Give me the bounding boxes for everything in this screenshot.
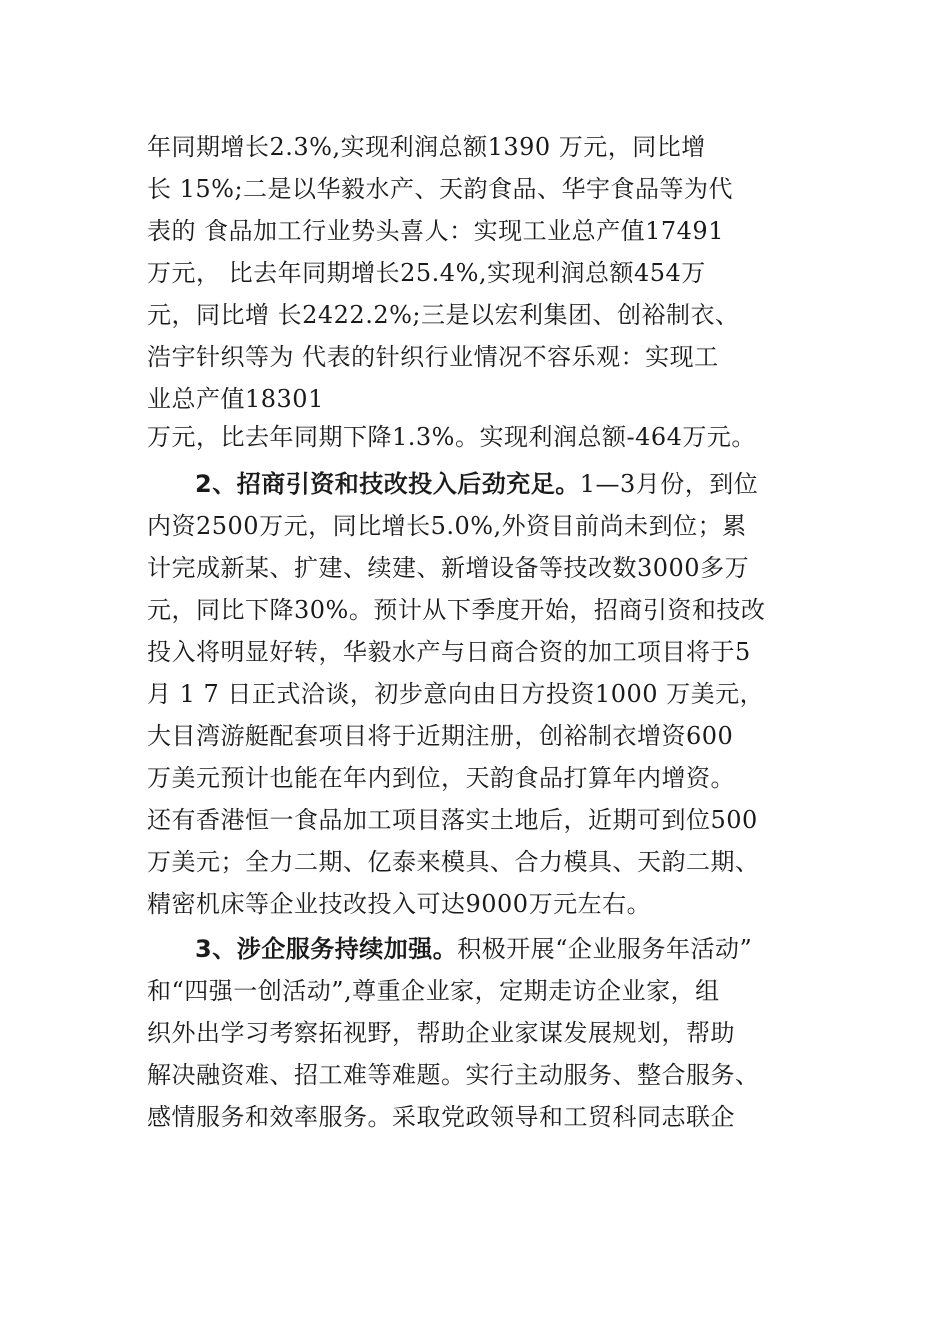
body-text: 积极开展“企业服务年活动”	[457, 935, 753, 963]
body-line: 长 15%;二是以华毅水产、天韵食品、华宇食品等为代	[147, 175, 734, 203]
body-line: 投入将明显好转，华毅水产与日商合资的加工项目将于5	[147, 638, 751, 666]
body-line: 月 1 7 日正式洽谈，初步意向由日方投资1000 万美元，	[147, 680, 765, 708]
section-heading: 2、招商引资和技改投入后劲充足。	[195, 470, 580, 498]
body-line: 还有香港恒一食品加工项目落实土地后，近期可到位500	[147, 806, 758, 834]
paragraph-first-line	[195, 929, 807, 969]
body-line: 织外出学习考察拓视野，帮助企业家谋发展规划，帮助	[147, 1019, 735, 1047]
body-line: 年同期增长2.3%,实现利润总额1390 万元，同比增	[147, 133, 706, 161]
body-line: 元，同比增 长2422.2%;三是以宏利集团、创裕制衣、	[147, 301, 740, 329]
body-line: 万美元；全力二期、亿泰来模具、合力模具、天韵二期、	[147, 848, 760, 876]
body-line: 感情服务和效率服务。采取党政领导和工贸科同志联企	[147, 1103, 735, 1131]
body-line: 解决融资难、招工难等难题。实行主动服务、整合服务、	[147, 1061, 760, 1089]
body-line: 万元，比去年同期下降1.3%。实现利润总额-464万元。	[147, 423, 756, 451]
body-line: 元，同比下降30%。预计从下季度开始，招商引资和技改	[147, 596, 766, 624]
body-line: 内资2500万元，同比增长5.0%,外资目前尚未到位；累	[147, 512, 747, 540]
body-line: 浩宇针织等为 代表的针织行业情况不容乐观：实现工	[147, 343, 719, 371]
body-text: 1—3月份，到位	[579, 470, 759, 498]
body-line: 计完成新某、扩建、续建、新增设备等技改数3000多万	[147, 554, 750, 582]
body-line: 万元， 比去年同期增长25.4%,实现利润总额454万	[147, 259, 706, 287]
section-heading: 3、涉企服务持续加强。	[195, 935, 458, 963]
body-line: 业总产值18301	[147, 385, 324, 413]
body-line: 万美元预计也能在年内到位，天韵食品打算年内增资。	[147, 764, 735, 792]
body-line: 和“四强一创活动”,尊重企业家，定期走访企业家，组	[147, 977, 720, 1005]
paragraph-first-line	[195, 464, 807, 504]
body-line: 表的 食品加工行业势头喜人：实现工业总产值17491	[147, 217, 724, 245]
body-line: 大目湾游艇配套项目将于近期注册，创裕制衣增资600	[147, 722, 734, 750]
body-line: 精密机床等企业技改投入可达9000万元左右。	[147, 890, 652, 918]
